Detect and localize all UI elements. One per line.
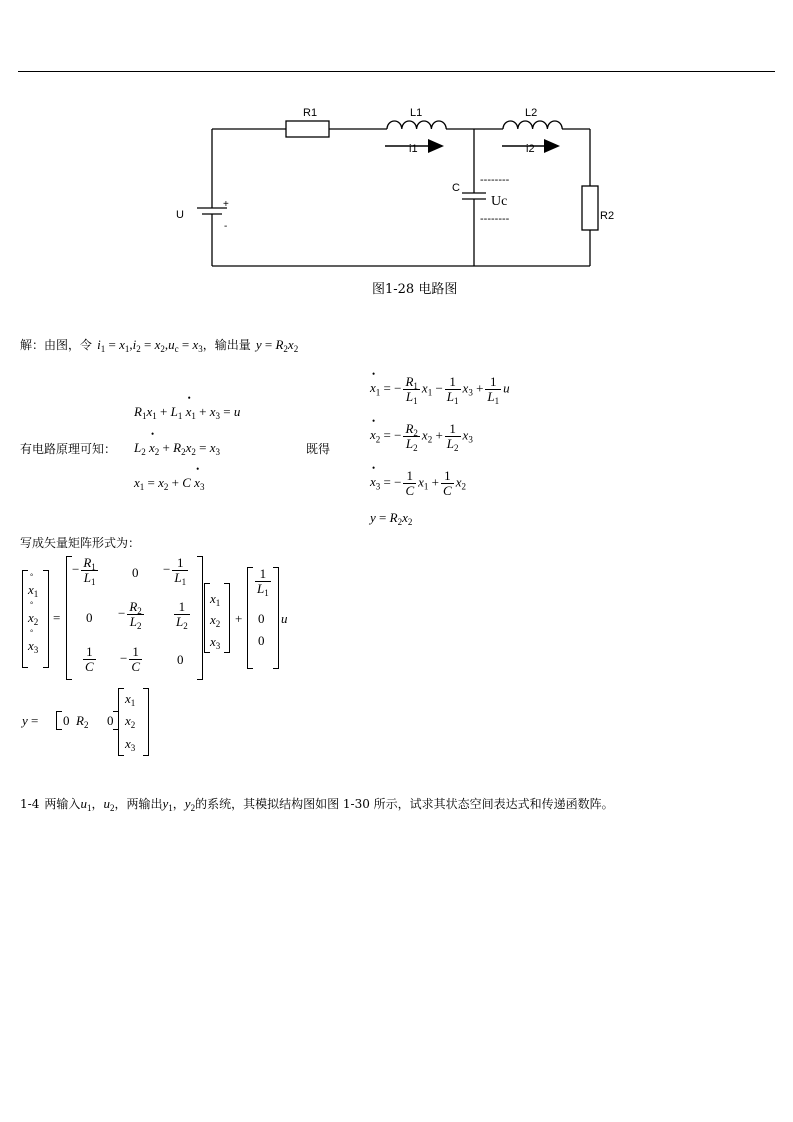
x2-bracket-right — [143, 688, 149, 756]
l2-inductor — [503, 121, 562, 129]
circuit-eq-2: $L_2$ • $x_2 + R_2x_2 = x_3$ — [134, 440, 220, 456]
solution-prefix: 解：由图，令 — [20, 338, 93, 352]
r1-resistor — [286, 121, 329, 137]
principle-label: 有电路原理可知： — [20, 442, 117, 456]
label-plus: + — [223, 199, 229, 210]
c-bracket-right — [113, 711, 119, 730]
state-eq-2: • $x_2$ = − $\frac{R_2}{L_2}$ $x_2$ + $\frac{1}{L_2}$ $x_3$ — [370, 422, 473, 451]
def-state-variables: $i_1 = x_1,i_2 = x_2,u_c = x_3$ — [97, 337, 203, 354]
solution-line — [20, 334, 298, 353]
a-matrix-bracket-right — [197, 556, 203, 680]
label-u: U — [176, 209, 184, 221]
b-bracket-right — [273, 567, 279, 669]
output-prefix: ，输出量 — [202, 338, 251, 352]
a-matrix-bracket-left — [66, 556, 72, 680]
label-l2: L2 — [525, 107, 538, 119]
figure-caption: 图1-28 电路图 — [372, 282, 458, 297]
question-1-4: 1-4 两输入$u_1$，$u_2$，两输出$y_1$，$y_2$的系统，其模拟结构图如图 1-30 所示，试求其状态空间表达式和传递函数阵。 — [20, 796, 614, 813]
uc-dash-bottom: -------- — [480, 213, 510, 225]
label-i1: i1 — [409, 143, 418, 155]
circuit-diagram — [0, 0, 793, 300]
label-uc: Uc — [491, 194, 508, 209]
state-matrix-equation: ° $x_1$ ° $x_2$ ° $x_3$ = − $\frac{R_1}{L_1}$ 0 − $\frac{1}{L_1}$ 0 − $\frac{R_2}{L_2}$ $\frac{1}{L_2}$ $\frac{1}{C}$ − $\frac{1}{C}$ 0 $x_1$ $x_2$ $x_3$ + $\frac{1}{L_1}$ 0 0 u — [0, 0, 793, 1122]
l1-inductor — [387, 121, 446, 129]
label-l1: L1 — [410, 107, 423, 119]
label-r1: R1 — [303, 107, 318, 119]
label-i2: i2 — [526, 143, 535, 155]
x-bracket-right — [224, 583, 230, 653]
label-c: C — [452, 182, 460, 194]
i2-arrow-head — [544, 139, 560, 153]
xdot-bracket-left — [22, 570, 28, 668]
output-matrix-equation: y = 0 $R_2$ 0 $x_1$ $x_2$ $x_3$ — [0, 0, 793, 1122]
state-eq-3: • $x_3$ = − $\frac{1}{C}$ $x_1$ + $\frac{1}{C}$ $x_2$ — [370, 469, 466, 498]
circuit-eq-3: $x_1 = x_2 + C$ • $x_3$ — [134, 475, 204, 491]
label-r2: R2 — [600, 210, 615, 222]
b-bracket-left — [247, 567, 253, 669]
x-bracket-left — [204, 583, 210, 653]
xdot-bracket-right — [43, 570, 49, 668]
x2-bracket-left — [118, 688, 124, 756]
def-output: $y = R_2x_2$ — [255, 337, 299, 354]
r2-resistor — [582, 186, 598, 230]
output-eq: $y = R_2x_2$ — [370, 510, 413, 527]
label-minus: - — [224, 221, 228, 232]
i1-arrow-head — [428, 139, 444, 153]
question-text: 的系统，其模拟结构图如图 1-30 所示，试求其状态空间表达式和传递函数阵。 — [195, 797, 614, 811]
circuit-eq-1: $R_1x_1 + L_1$ • $x_1 + x_3 = u$ — [134, 404, 240, 420]
thus-label: 既得 — [306, 442, 331, 456]
question-number: 1-4 — [20, 797, 40, 811]
state-eq-1: • $x_1$ = − $\frac{R_1}{L_1}$ $x_1$ − $\frac{1}{L_1}$ $x_3$ + $\frac{1}{L_1}$ u — [370, 375, 510, 404]
matrix-intro: 写成矢量矩阵形式为： — [20, 536, 141, 550]
c-bracket-left — [56, 711, 62, 730]
uc-dash-top: -------- — [480, 174, 510, 186]
